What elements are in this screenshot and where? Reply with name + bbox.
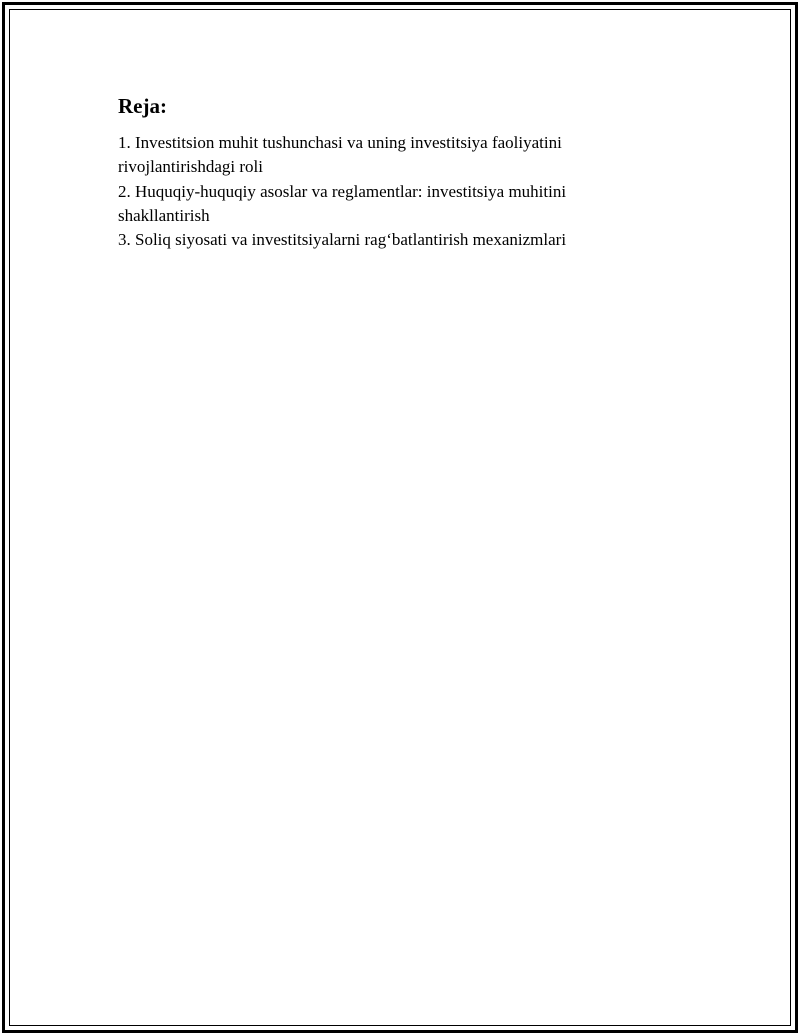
plan-heading: Reja: (118, 94, 167, 118)
plan-item-3: 3. Soliq siyosati va investitsiyalarni rag‘batlantirish mexanizmlari (118, 230, 567, 250)
plan-list (118, 131, 638, 252)
plan-item-1: 1. Investitsion muhit tushunchasi va uning investitsiya faoliyatini rivojlantirishdagi roli (118, 133, 562, 177)
page-content (118, 92, 638, 252)
plan-item-2: 2. Huquqiy-huquqiy asoslar va reglamentlar: investitsiya muhitini shakllantirish (118, 181, 567, 225)
